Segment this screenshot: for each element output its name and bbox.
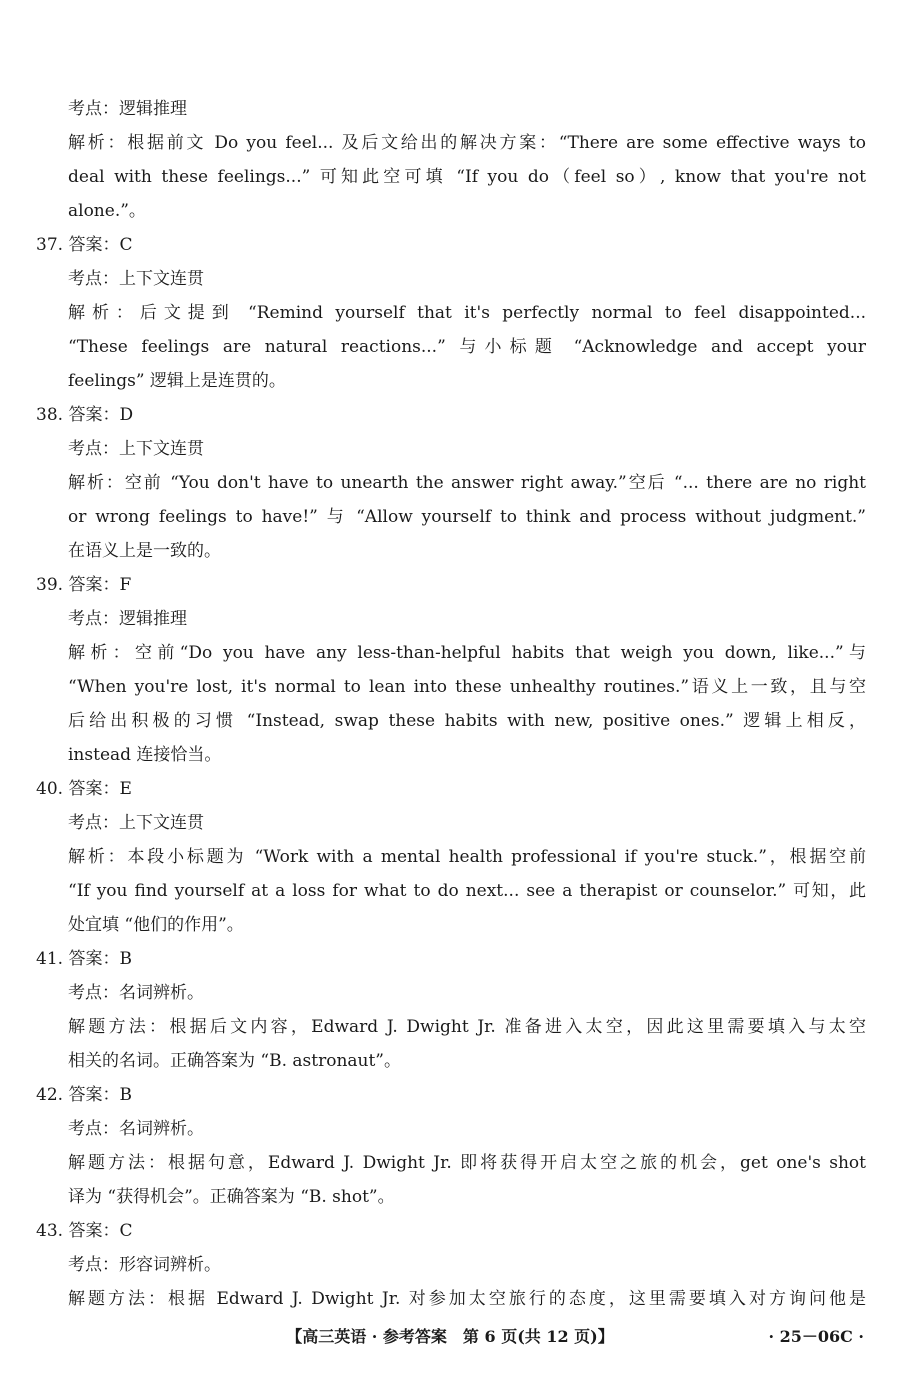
answer-text-line: 在语义上是一致的。 — [68, 541, 221, 561]
answer-text-line: 解题方法：根据 Edward J. Dwight Jr. 对参加太空旅行的态度，这里需要填入对方询问他是 — [68, 1289, 866, 1309]
page-footer — [0, 1320, 900, 1354]
answer-block — [36, 228, 866, 398]
answer-text-line: 处宜填 “他们的作用”。 — [68, 915, 244, 935]
answer-text-line: deal with these feelings...” 可知此空可填 “If you do（feel so）, know that you're not — [68, 167, 866, 187]
answer-text-line: “These feelings are natural reactions...” 与小标题 “Acknowledge and accept your — [68, 337, 866, 357]
question-answer-line: 40. 答案：E — [36, 779, 132, 799]
answer-text-line: 译为 “获得机会”。正确答案为 “B. shot”。 — [68, 1187, 395, 1207]
question-answer-line: 41. 答案：B — [36, 949, 132, 969]
answer-text-line: or wrong feelings to have!” 与 “Allow yourself to think and process without judgment.” — [68, 507, 866, 527]
question-answer-line: 37. 答案：C — [36, 235, 133, 255]
answer-text-line: 考点：形容词辨析。 — [68, 1255, 221, 1275]
answer-text-line: feelings” 逻辑上是连贯的。 — [68, 371, 286, 391]
answer-text-line: instead 连接恰当。 — [68, 745, 222, 765]
answer-block — [36, 92, 866, 228]
answer-text-line: 解析：后文提到 “Remind yourself that it's perfectly normal to feel disappointed... — [68, 303, 866, 323]
question-answer-line: 39. 答案：F — [36, 575, 132, 595]
answer-text-line: “If you find yourself at a loss for what to do next... see a therapist or counselor.” 可知，此 — [68, 881, 866, 901]
answer-text-line: 考点：上下文连贯 — [68, 813, 204, 833]
answer-text-line: “When you're lost, it's normal to lean into these unhealthy routines.”语义上一致，且与空 — [68, 677, 866, 697]
answer-text-line: 考点：名词辨析。 — [68, 983, 204, 1003]
answer-text-line: 解题方法：根据句意，Edward J. Dwight Jr. 即将获得开启太空之旅的机会，get one's shot — [68, 1153, 866, 1173]
answer-text-line: 考点：上下文连贯 — [68, 269, 204, 289]
footer-code: · 25－06C · — [768, 1327, 864, 1346]
answer-text-line: 考点：逻辑推理 — [68, 99, 187, 119]
answer-text-line: 解析：空前“Do you have any less-than-helpful habits that weigh you down, like...”与 — [68, 643, 866, 663]
answer-text-line: 解析：根据前文 Do you feel... 及后文给出的解决方案：“There are some effective ways to — [68, 133, 866, 153]
question-answer-line: 43. 答案：C — [36, 1221, 133, 1241]
answer-block — [36, 772, 866, 942]
answer-text-line: 解析：空前 “You don't have to unearth the answer right away.”空后 “... there are no right — [68, 473, 866, 493]
answer-text-line: 相关的名词。正确答案为 “B. astronaut”。 — [68, 1051, 402, 1071]
answer-text-line: 考点：上下文连贯 — [68, 439, 204, 459]
answer-text-line: 考点：名词辨析。 — [68, 1119, 204, 1139]
answer-text-line: 解题方法：根据后文内容，Edward J. Dwight Jr. 准备进入太空，因此这里需要填入与太空 — [68, 1017, 866, 1037]
answer-text-line: alone.”。 — [68, 201, 146, 221]
answer-text-line: 后给出积极的习惯 “Instead, swap these habits with new, positive ones.” 逻辑上相反， — [68, 711, 866, 731]
answer-block — [36, 398, 866, 568]
answer-block — [36, 568, 866, 772]
answer-block — [36, 1214, 866, 1316]
answer-block — [36, 942, 866, 1078]
answer-text-line: 解析：本段小标题为 “Work with a mental health professional if you're stuck.”，根据空前 — [68, 847, 866, 867]
question-answer-line: 42. 答案：B — [36, 1085, 132, 1105]
footer-page-info: 【高三英语 · 参考答案 第 6 页(共 12 页)】 — [286, 1327, 614, 1346]
answer-block — [36, 1078, 866, 1214]
answer-text-line: 考点：逻辑推理 — [68, 609, 187, 629]
answer-content — [36, 92, 866, 1316]
question-answer-line: 38. 答案：D — [36, 405, 134, 425]
